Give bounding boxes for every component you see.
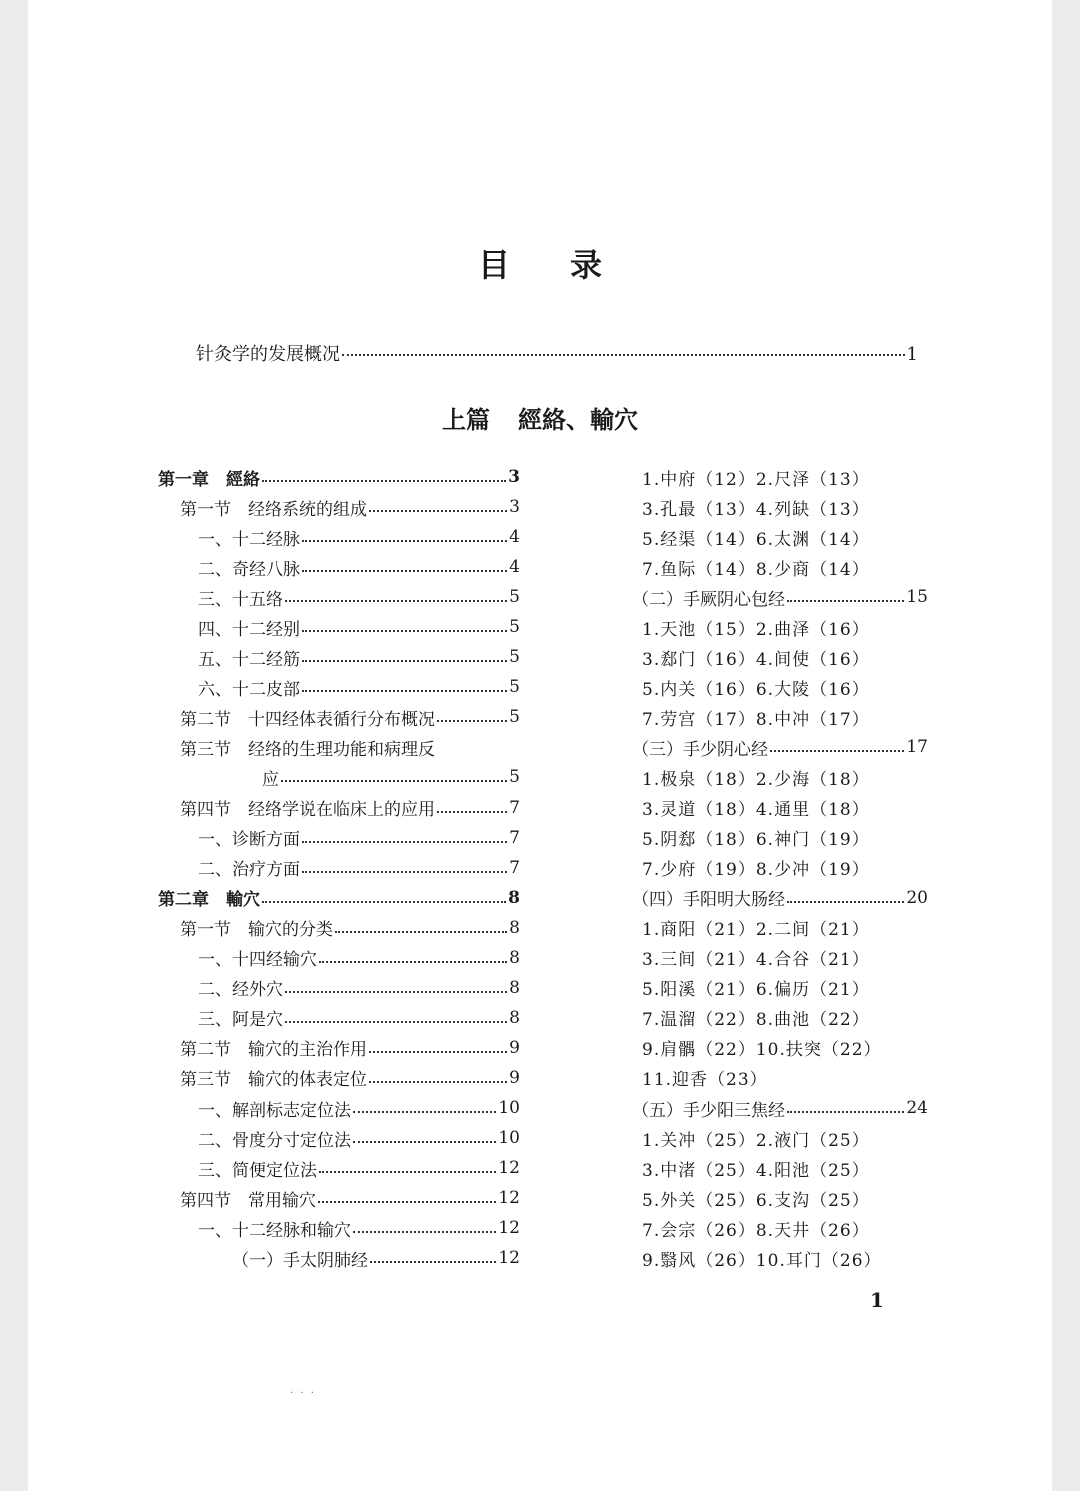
toc-entry-label: 第四节 经络学说在临床上的应用 bbox=[180, 800, 435, 821]
acupoint-list-line: 3.灵道（18）4.通里（18） bbox=[642, 800, 870, 821]
toc-entry-label: 二、经外穴 bbox=[198, 980, 283, 1001]
acupoint-list-line: 5.经渠（14）6.太渊（14） bbox=[642, 529, 870, 550]
toc-entry[interactable] bbox=[158, 943, 520, 973]
toc-entry-page: 1 bbox=[906, 344, 918, 365]
toc-entry[interactable] bbox=[158, 642, 520, 672]
toc-leader-dots bbox=[342, 354, 905, 356]
toc-entry-label: 第一节 经络系统的组成 bbox=[180, 499, 367, 520]
toc-entry-page: 5 bbox=[509, 767, 520, 788]
toc-leader-dots bbox=[370, 1261, 496, 1263]
toc-entry[interactable] bbox=[158, 853, 520, 883]
toc-leader-dots bbox=[285, 1021, 507, 1023]
toc-leader-dots bbox=[787, 901, 904, 903]
toc-leader-dots bbox=[437, 720, 507, 722]
toc-entry[interactable] bbox=[158, 672, 520, 702]
toc-entry[interactable] bbox=[158, 612, 520, 642]
toc-right-column bbox=[632, 462, 928, 1273]
toc-entry-label: 应 bbox=[262, 769, 279, 790]
toc-entry[interactable] bbox=[158, 1213, 520, 1243]
toc-entry-page: 8 bbox=[509, 917, 520, 938]
toc-entry-label: （二）手厥阴心包经 bbox=[632, 589, 785, 610]
toc-entry-page: 3 bbox=[509, 497, 520, 518]
toc-leader-dots bbox=[302, 690, 507, 692]
toc-entry[interactable] bbox=[158, 793, 520, 823]
toc-entry[interactable] bbox=[632, 582, 928, 612]
toc-entry[interactable] bbox=[158, 1093, 520, 1123]
toc-entry[interactable] bbox=[158, 1063, 520, 1093]
toc-intro-entry[interactable] bbox=[196, 340, 918, 366]
toc-leader-dots bbox=[353, 1231, 496, 1233]
toc-entry-page: 9 bbox=[509, 1067, 520, 1088]
toc-entry-page: 3 bbox=[508, 467, 520, 488]
toc-entry[interactable] bbox=[158, 913, 520, 943]
toc-entry[interactable] bbox=[158, 883, 520, 913]
toc-entry-label: 三、十五络 bbox=[198, 589, 283, 610]
acupoint-list-line: 7.温溜（22）8.曲池（22） bbox=[642, 1010, 870, 1031]
toc-entry-label: 第二节 十四经体表循行分布概况 bbox=[180, 709, 435, 730]
toc-leader-dots bbox=[787, 600, 904, 602]
toc-entry-label: 五、十二经筋 bbox=[198, 649, 300, 670]
toc-entry[interactable] bbox=[158, 1123, 520, 1153]
toc-leader-dots bbox=[302, 871, 507, 873]
toc-entry-label: 第一章 經絡 bbox=[158, 469, 260, 490]
toc-entry-page: 4 bbox=[509, 557, 520, 578]
toc-entry-page: 8 bbox=[509, 1007, 520, 1028]
toc-entry[interactable] bbox=[158, 582, 520, 612]
toc-leader-dots bbox=[285, 991, 507, 993]
toc-entry-label: 第三节 经络的生理功能和病理反 bbox=[180, 739, 435, 760]
acupoint-list-line: 1.关冲（25）2.液门（25） bbox=[642, 1130, 870, 1151]
toc-leader-dots bbox=[302, 630, 507, 632]
toc-leader-dots bbox=[302, 660, 507, 662]
toc-entry-page: 5 bbox=[509, 707, 520, 728]
toc-entry-label: 二、骨度分寸定位法 bbox=[198, 1130, 351, 1151]
acupoint-list-line: 7.少府（19）8.少冲（19） bbox=[642, 860, 870, 881]
toc-entry[interactable] bbox=[158, 522, 520, 552]
acupoint-list-line: 1.商阳（21）2.二间（21） bbox=[642, 920, 870, 941]
acupoint-list-line: 7.劳宫（17）8.中冲（17） bbox=[642, 709, 870, 730]
toc-entry-page: 5 bbox=[509, 617, 520, 638]
part-name: 經絡、輸穴 bbox=[518, 405, 638, 434]
page-title: 目录 bbox=[477, 246, 662, 284]
toc-entry-page: 15 bbox=[906, 587, 928, 608]
toc-entry-label: 一、十四经输穴 bbox=[198, 950, 317, 971]
toc-entry[interactable] bbox=[158, 1153, 520, 1183]
toc-entry-label: （五）手少阳三焦经 bbox=[632, 1100, 785, 1121]
acupoint-list-line: 1.极泉（18）2.少海（18） bbox=[642, 769, 870, 790]
toc-leader-dots bbox=[319, 961, 507, 963]
toc-entry-page: 12 bbox=[498, 1248, 520, 1269]
toc-entry-page: 10 bbox=[498, 1128, 520, 1149]
toc-entry[interactable] bbox=[158, 1003, 520, 1033]
toc-entry[interactable] bbox=[158, 973, 520, 1003]
toc-leader-dots bbox=[262, 901, 506, 903]
toc-leader-dots bbox=[302, 540, 507, 542]
toc-leader-dots bbox=[302, 841, 507, 843]
acupoint-list-line: 3.郄门（16）4.间使（16） bbox=[642, 649, 870, 670]
acupoint-list-line: 5.内关（16）6.大陵（16） bbox=[642, 679, 870, 700]
toc-leader-dots bbox=[318, 1201, 496, 1203]
toc-leader-dots bbox=[302, 570, 507, 572]
acupoint-list-line: 3.孔最（13）4.列缺（13） bbox=[642, 499, 870, 520]
toc-leader-dots bbox=[353, 1141, 496, 1143]
toc-entry-label: （三）手少阴心经 bbox=[632, 739, 768, 760]
toc-entry-label: 二、奇经八脉 bbox=[198, 559, 300, 580]
acupoint-list-line: 5.阴郄（18）6.神门（19） bbox=[642, 830, 870, 851]
toc-entry[interactable] bbox=[158, 1183, 520, 1213]
toc-entry[interactable] bbox=[158, 492, 520, 522]
toc-entry[interactable] bbox=[632, 1093, 928, 1123]
toc-entry-page: 24 bbox=[906, 1098, 928, 1118]
toc-entry-page: 5 bbox=[509, 677, 520, 698]
toc-leader-dots bbox=[285, 600, 507, 602]
toc-entry[interactable] bbox=[158, 823, 520, 853]
toc-entry-label: 二、治疗方面 bbox=[198, 860, 300, 881]
toc-entry-page: 20 bbox=[906, 887, 928, 908]
acupoint-list-line: 11.迎香（23） bbox=[642, 1070, 768, 1091]
toc-entry[interactable] bbox=[632, 732, 928, 762]
toc-entry-label: 第三节 输穴的体表定位 bbox=[180, 1070, 367, 1091]
toc-leader-dots bbox=[335, 931, 507, 933]
toc-entry-label: 针灸学的发展概况 bbox=[196, 344, 340, 365]
acupoint-list-line: 3.三间（21）4.合谷（21） bbox=[642, 950, 870, 971]
toc-entry-page: 9 bbox=[509, 1037, 520, 1058]
toc-entry-label: 第四节 常用输穴 bbox=[180, 1190, 316, 1211]
toc-entry-page: 7 bbox=[509, 827, 520, 848]
acupoint-list-line: 5.外关（25）6.支沟（25） bbox=[642, 1190, 870, 1211]
toc-entry-label: 一、十二经脉 bbox=[198, 529, 300, 550]
toc-leader-dots bbox=[262, 480, 506, 482]
toc-entry-page: 8 bbox=[509, 947, 520, 968]
toc-entry-label: 第一节 输穴的分类 bbox=[180, 920, 333, 941]
toc-entry-label: （四）手阳明大肠经 bbox=[632, 890, 785, 911]
toc-leader-dots bbox=[437, 811, 507, 813]
toc-entry-page: 5 bbox=[509, 587, 520, 608]
toc-entry-page: 12 bbox=[498, 1158, 520, 1179]
toc-entry-label: 六、十二皮部 bbox=[198, 679, 300, 700]
toc-leader-dots bbox=[369, 1081, 507, 1083]
part-heading bbox=[0, 400, 1080, 435]
toc-entry-page: 8 bbox=[508, 887, 520, 908]
toc-entry-page: 12 bbox=[498, 1188, 520, 1209]
toc-entry-label: （一）手太阴肺经 bbox=[232, 1250, 368, 1271]
toc-entry-page: 8 bbox=[509, 977, 520, 998]
toc-entry-label: 三、简便定位法 bbox=[198, 1160, 317, 1181]
page-number: 1 bbox=[870, 1288, 884, 1312]
toc-entry-label: 三、阿是穴 bbox=[198, 1010, 283, 1031]
toc-entry-label: 一、解剖标志定位法 bbox=[198, 1100, 351, 1121]
toc-leader-dots bbox=[319, 1171, 496, 1173]
acupoint-list-line: 3.中渚（25）4.阳池（25） bbox=[642, 1160, 870, 1181]
toc-entry-label: 第二节 输穴的主治作用 bbox=[180, 1040, 367, 1061]
toc-entry-label: 第二章 輸穴 bbox=[158, 890, 260, 911]
acupoint-list-line: 9.翳风（26）10.耳门（26） bbox=[642, 1250, 882, 1271]
toc-entry-label: 一、诊断方面 bbox=[198, 830, 300, 851]
acupoint-list-line: 5.阳溪（21）6.偏历（21） bbox=[642, 980, 870, 1001]
toc-entry[interactable] bbox=[158, 702, 520, 732]
toc-leader-dots bbox=[353, 1111, 496, 1113]
acupoint-list-line: 7.鱼际（14）8.少商（14） bbox=[642, 559, 870, 580]
scan-specks: · · · bbox=[290, 1388, 316, 1399]
toc-entry[interactable] bbox=[158, 552, 520, 582]
toc-entry[interactable] bbox=[158, 1033, 520, 1063]
acupoint-list-line: 1.天池（15）2.曲泽（16） bbox=[642, 619, 870, 640]
toc-entry-page: 5 bbox=[509, 647, 520, 668]
toc-leader-dots bbox=[787, 1111, 904, 1113]
toc-entry-page: 7 bbox=[509, 857, 520, 878]
toc-entry[interactable] bbox=[158, 462, 520, 492]
toc-entry[interactable] bbox=[158, 1243, 520, 1273]
toc-entry-page: 7 bbox=[509, 797, 520, 818]
toc-entry-page: 17 bbox=[906, 737, 928, 758]
toc-leader-dots bbox=[369, 1051, 507, 1053]
acupoint-list-line: 7.会宗（26）8.天井（26） bbox=[642, 1220, 870, 1241]
toc-entry-page: 4 bbox=[509, 527, 520, 548]
toc-entry-label: 一、十二经脉和输穴 bbox=[198, 1220, 351, 1241]
acupoint-list-line: 9.肩髃（22）10.扶突（22） bbox=[642, 1040, 882, 1061]
toc-entry-label: 四、十二经别 bbox=[198, 619, 300, 640]
toc-entry-page: 12 bbox=[498, 1218, 520, 1239]
toc-entry-page: 10 bbox=[498, 1098, 520, 1118]
toc-entry-continued[interactable] bbox=[158, 762, 520, 792]
toc-leader-dots bbox=[369, 510, 507, 512]
part-prefix: 上篇 bbox=[442, 405, 490, 434]
acupoint-list-line: 1.中府（12）2.尺泽（13） bbox=[642, 469, 870, 490]
toc-entry[interactable] bbox=[632, 883, 928, 913]
toc-leader-dots bbox=[770, 750, 904, 752]
toc-left-column bbox=[158, 462, 520, 1273]
toc-entry[interactable] bbox=[158, 732, 520, 762]
toc-leader-dots bbox=[281, 780, 507, 782]
